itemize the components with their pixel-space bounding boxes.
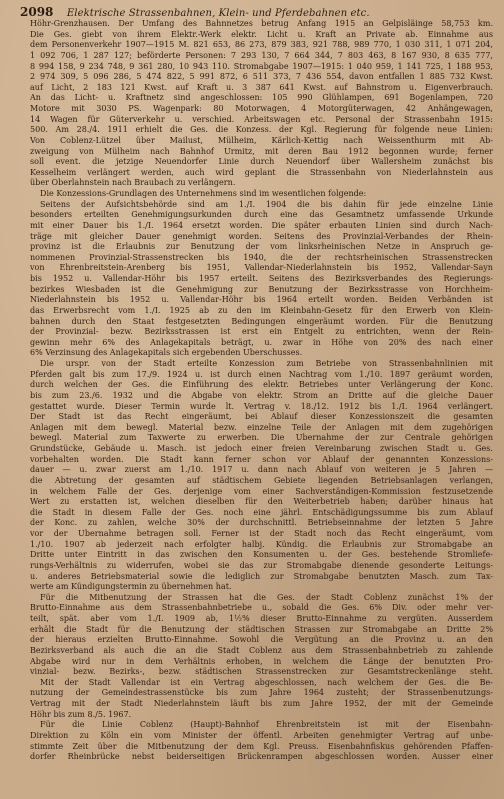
text-line: nutzung der Gemeindestrassenstücke bis zum Jahre 1964 zusteht; der Strassenbenutzungs- <box>30 688 493 698</box>
text-line: der Konc. zu zahlen, welche 30% der durchschnittl. Betriebseinnahme der letzten 5 Jahre <box>30 518 493 528</box>
text-line: bahnen durch den Staat festgesetzten Bedingungen eingeräumt worden. Für die Benutzung <box>30 316 493 326</box>
text-line: rungs-Verhältnis zu widerrufen, wobei sie das zur Stromabgabe dienende gesonderte Leitungs- <box>30 560 493 570</box>
text-line: Seitens der Aufsichtsbehörde sind am 1./I. 1904 die bis dahin für jede einzelne Linie <box>40 199 493 209</box>
text-line: Höhr-Grenzhausen. Der Umfang des Bahnnetzes betrug Anfang 1915 an Gelpisläinge 58,753 km. <box>30 19 493 28</box>
text-line: träge mit gleicher Dauer genehmigt worden. Seitens des Provinzial-Verbandes der Rhein- <box>30 231 493 241</box>
text-line: Die Konzessions-Grundlagen des Unternehmens sind im wesentlichen folgende: <box>40 189 367 198</box>
text-line: Grundstücke, Gebäude u. Masch. ist jedoch einer freien Vereinbarung zwischen Stadt u. Ges. <box>30 444 493 453</box>
text-line: vor der Übernahme betragen soll. Ferner ist der Stadt noch das Recht eingeräumt, vom <box>30 529 493 538</box>
text-line: in welchem Falle der Ges. derjenige vom einer Sachverständigen-Kommission festzusetzende <box>30 486 493 496</box>
text-line: stimmte Zeit über die Mitbenutzung der dem Kgl. Preuss. Eisenbahnfiskus gehörenden Pfaffen- <box>30 741 493 751</box>
text-line: vorbehalten worden. Die Stadt kann ferner schon vor Ablauf der genannten Konzessions- <box>30 454 493 464</box>
text-line: 1./10. 1907 ab jederzeit nach erfolgter halbj. Kündig. die Erlaubnis zur Stromabgabe an <box>30 539 493 549</box>
text-line: Niederlahnstein bis 1952 u. Vallendar-Höhr bis 1964 erteilt worden. Beiden Verbänden ist <box>30 295 493 305</box>
text-line: Für die Linie Coblenz (Haupt)-Bahnhof Ehrenbreitstein ist mit der Eisenbahn- <box>40 720 493 730</box>
text-line: Pferden galt bis zum 17./9. 1924 u. ist durch einen Nachtrag vom 1./10. 1897 geräumt worden, <box>30 369 493 379</box>
text-line: der hieraus erzielten Brutto-Einnahme. Sowohl die Vergütung an die Provinz u. an den <box>30 635 493 645</box>
text-line: die Abtretung der gesamten auf städtischem Gebiete liegenden Betriebsanlagen verlangen, <box>30 475 493 485</box>
text-line: nommenen Provinzial-Strassenstrecken bis 1940, die der rechtsrheinischen Strassenstrecken <box>30 252 493 262</box>
text-line: soll event. die jetzige Neuendorfer Linie durch Neuendorf über Wallersheim zunächst bis <box>30 157 493 167</box>
text-line: das Erwerbsrecht vom 1./I. 1925 ab zu den im Kleinbahn-Gesetz für den Erwerb von Klein- <box>30 305 493 315</box>
text-line: provinz ist die Erlaubnis zur Benutzung der vom linksrheinischen Netze in Anspruch ge- <box>30 242 493 252</box>
text-line: erhält die Stadt für die Benutzung der städtischen Strassen zur Stromabgabe an Dritte 2% <box>30 624 493 634</box>
text-line: 2 974 309, 5 096 286, 5 474 822, 5 991 872, 6 511 373, 7 436 554, davon entfallen 1 885 732 Kwst. <box>30 72 493 82</box>
body-text <box>30 19 493 763</box>
text-line: Anlagen mit dem bewegl. Material bezw. einzelne Teile der Anlagen mit dem zugehörigen <box>30 422 493 432</box>
text-line: gewinn mehr 6% des Anlagekapitals beträgt, u. zwar in Höhe von 20% des nach einer <box>30 337 493 347</box>
text-line: durch welchen der Ges. die Einführung des elektr. Betriebes unter Verlängerung der Konc. <box>30 380 493 390</box>
text-line: über Oberlahnstein nach Braubach zu verlängern. <box>30 178 236 188</box>
text-line: gestattet wurde. Dieser Termin wurde lt. Vertrag v. 18./12. 1912 bis 1./I. 1964 verlängert. <box>30 401 493 411</box>
text-line: 14 Wagen für Güterverkehr u. verschied. Arbeitswagen etc. Personal der Strassenbahn 1915: <box>30 114 493 124</box>
text-line: Von Coblenz-Lützel über Mailust, Mülheim, Kärlich-Kettig nach Weissenthurm mit Ab- <box>30 135 493 145</box>
text-line: auf Licht, 2 183 121 Kwst. auf Kraft u. 3 387 641 Kwst. auf Bahnstrom u. Eigenverbrauch. <box>30 82 493 92</box>
text-line: An das Licht- u. Kraftnetz sind angeschlossen: 105 990 Glühlampen, 691 Bogenlampen, 720 <box>30 93 493 103</box>
text-line: Dritte unter Eintritt in das zwischen den Konsumenten u. der Ges. bestehende Stromliefe- <box>30 550 493 560</box>
text-line: Der Stadt ist das Recht eingeräumt, bei Ablauf dieser Konzessionszeit die gesamten <box>30 412 493 422</box>
text-line: 1 092 706, 1 287 127; beförderte Personen: 7 293 130, 7 664 344, 7 803 463, 8 167 930, 8 635 777, <box>30 50 493 60</box>
running-title: Elektrische Strassenbahnen, Klein- und Pferdebahnen etc. <box>66 8 370 19</box>
text-line: Abgabe wird nur in dem Verhältnis erhoben, in welchem die Länge der benutzten Pro- <box>30 656 493 666</box>
text-line: Motore mit 3030 PS. Wagenpark: 80 Motorwagen, 4 Motorgüterwagen, 42 Anhängewagen, <box>30 104 493 113</box>
text-line: Mit der Stadt Vallendar ist ein Vertrag abgeschlossen, nach welchem der Ges. die Be- <box>40 677 493 687</box>
text-line: zweigung von Mülheim nach Bahnhof Urmitz, mit deren Bau 1912 begonnen wurde; ferner <box>30 146 493 156</box>
text-line: die Stadt in diesem Falle der Ges. noch eine jährl. Entschädigungssumme bis zum Ablauf <box>30 507 493 517</box>
text-line: Vertrag mit der Stadt Niederlahnstein läuft bis zum Jahre 1952, der mit der Gemeinde <box>30 699 493 708</box>
text-line: bis zum 23./6. 1932 und die Abgabe von elektr. Strom an Dritte auf die gleiche Dauer <box>30 390 493 400</box>
page-number: 2098 <box>20 5 54 19</box>
text-line: bis 1952 u. Vallendar-Höhr bis 1957 erteilt. Seitens des Bezirksverbandes des Regierungs- <box>30 274 493 283</box>
text-line: dauer — u. zwar zuerst am 1./10. 1917 u. dann nach Ablauf von weiteren je 5 Jahren — <box>30 465 493 475</box>
text-line: 8 994 158, 9 234 748, 9 361 280, 10 943 110. Stromabgabe 1907—1915: 1 040 959, 1 141 725, 1 188 953, <box>30 61 493 71</box>
text-line: dorfer Rheinbrücke nebst beiderseitigen Brückenrampen abgeschlossen worden. Ausser einer <box>30 752 493 762</box>
text-line: 500. Am 28./4. 1911 erhielt die Ges. die Konzess. der Kgl. Regierung für folgende neue Linien: <box>30 125 493 135</box>
text-line: Wert zu erstatten ist, welchen dieselben für den Weiterbetrieb haben; darüber hinaus hat <box>30 497 493 507</box>
text-line: Für die Mitbenutzung der Strassen hat die Ges. der Stadt Coblenz zunächst 1% der <box>40 592 493 602</box>
text-line: besonders erteilten Genehmigungsurkunden durch eine das Gesamtnetz umfassende Urkunde <box>30 210 493 220</box>
text-line: Bezirksverband als auch die an die Stadt Coblenz aus dem Strassenbahnbetrieb zu zahlende <box>30 645 493 655</box>
text-line: bezirkes Wiesbaden ist die Genehmigung zur Benutzung der Bezirksstrasse von Horchheim- <box>30 284 493 294</box>
text-line: u. anderes Betriebsmaterial sowie die lediglich zur Stromabgabe benutzten Masch. zum Tax- <box>30 571 493 581</box>
text-line: mit einer Dauer bis 1./I. 1964 ersetzt worden. Die später erbauten Linien sind durch Nach- <box>30 220 493 230</box>
text-line: teilt, spät. aber vom 1./I. 1909 ab, 1½% dieser Brutto-Einnahme zu vergüten. Ausserdem <box>30 614 493 623</box>
page-header <box>20 5 492 19</box>
text-line: Höhr bis zum 8./5. 1967. <box>30 709 132 719</box>
text-line: werte am Kündigungstermin zu übernehmen hat. <box>30 582 232 592</box>
text-line: 6% Verzinsung des Anlagekapitals sich ergebenden Überschusses. <box>30 348 303 358</box>
text-line: von Ehrenbreitstein-Arenberg bis 1951, Vallendar-Niederlahnstein bis 1952, Vallendar-Sayn <box>30 263 493 273</box>
text-line: Die Ges. giebt von ihrem Elektr.-Werk elektr. Licht u. Kraft an Private ab. Einnahme aus <box>30 29 493 39</box>
text-line: vinzial- bezw. Bezirks-, bezw. städtischen Strassenstrecken zur Gesamtstreckenlänge steht. <box>30 667 493 677</box>
text-line: Direktion zu Köln ein vom Minister der öffentl. Arbeiten genehmigter Vertrag auf unbe- <box>30 730 493 740</box>
text-line: bewegl. Material zum Taxwerte zu erwerben. Die Übernahme der zur Centrale gehörigen <box>30 433 493 443</box>
text-line: dem Personenverkehr 1907—1915 M. 821 653, 86 273, 879 383, 921 788, 989 770, 1 030 311, 1 071 204, <box>30 40 493 50</box>
text-line: Kesselheim verlängert werden, auch wird geplant die Strassenbahn von Niederlahnstein aus <box>30 167 493 177</box>
text-line: Die urspr. von der Stadt erteilte Konzession zum Betriebe von Strassenbahnlinien mit <box>40 359 493 368</box>
text-line: Brutto-Einnahme aus dem Strassenbahnbetriebe u., sobald die Ges. 6% Div. oder mehr ver- <box>30 603 493 613</box>
text-line: der Provinzial- bezw. Bezirksstrassen ist erst ein Entgelt zu entrichten, wenn der Rein- <box>30 327 493 337</box>
